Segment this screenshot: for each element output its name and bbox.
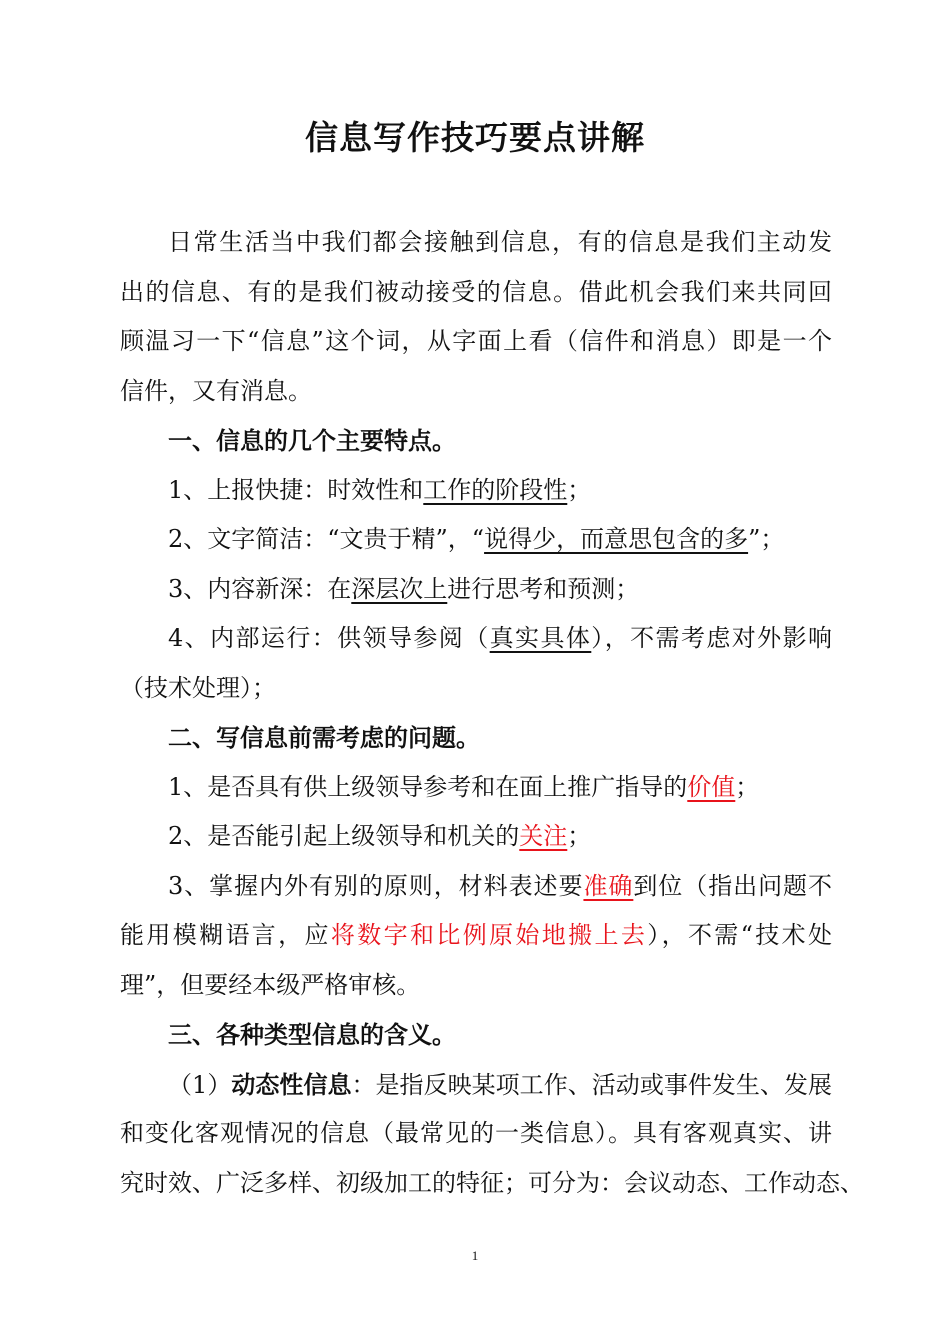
document-body — [120, 218, 864, 1208]
underlined-text: 工作的阶段性 — [423, 475, 568, 504]
item-text: 进行思考和预测； — [447, 574, 640, 603]
highlighted-text: 关注 — [519, 822, 568, 850]
item-text: 1、上报快捷：时效性和 — [168, 475, 424, 504]
underlined-text: 深层次上 — [351, 574, 448, 603]
section3-item-1-line-3: 究时效、广泛多样、初级加工的特征；可分为：会议动态、工作动态、 — [120, 1168, 864, 1197]
item-text: 3、掌握内外有别的原则，材料表述要 — [168, 871, 584, 900]
highlighted-text: 价值 — [687, 772, 736, 801]
section2-heading: 二、写信息前需考虑的问题。 — [168, 723, 480, 752]
section2-item-3-line-3: 理”，但要经本级严格审核。 — [120, 970, 421, 999]
intro-line-4: 信件，又有消息。 — [120, 376, 312, 405]
section3-heading: 三、各种类型信息的含义。 — [168, 1020, 456, 1049]
item-text: 2、文字简洁：“文贵于精”，“ — [168, 525, 485, 553]
item-text: 2、是否能引起上级领导和机关的 — [168, 822, 520, 850]
section1-item-2 — [120, 515, 832, 565]
section2-item-3-line-2 — [120, 911, 832, 961]
section1-item-4-continued: （技术处理）； — [120, 673, 276, 702]
item-text: 能用模糊语言，应 — [120, 921, 331, 949]
section3-item-1 — [120, 1060, 832, 1110]
underlined-text: 说得少，而意思包含的多 — [484, 525, 749, 553]
intro-line-1: 日常生活当中我们都会接触到信息，有的信息是我们主动发 — [168, 228, 832, 256]
item-prefix: （1） — [168, 1070, 232, 1099]
section2-item-2 — [120, 812, 832, 862]
item-text: ”； — [748, 525, 785, 553]
term-text: 动态性信息 — [231, 1069, 352, 1099]
document-title: 信息写作技巧要点讲解 — [305, 118, 645, 157]
item-text: ：是指反映某项工作、活动或事件发生、发展 — [351, 1070, 833, 1099]
item-text: ； — [735, 772, 760, 801]
item-text: ），不需“技术处 — [647, 921, 833, 949]
item-text: 4、内部运行：供领导参阅（ — [168, 624, 490, 652]
item-text: ），不需考虑对外影响 — [591, 624, 833, 652]
underlined-text: 真实具体 — [489, 624, 592, 652]
intro-line-2: 出的信息、有的是我们被动接受的信息。借此机会我们来共同回 — [120, 277, 832, 306]
intro-line-3: 顾温习一下“信息”这个词，从字面上看（信件和消息）即是一个 — [120, 327, 832, 355]
item-text: 1、是否具有供上级领导参考和在面上推广指导的 — [168, 772, 688, 801]
section1-item-4 — [120, 614, 832, 664]
item-text: 3、内容新深：在 — [168, 574, 352, 603]
item-text: ； — [567, 475, 592, 504]
section1-heading: 一、信息的几个主要特点。 — [168, 426, 456, 455]
section2-item-1 — [120, 763, 832, 813]
item-text: 到位（指出问题不 — [633, 871, 832, 900]
highlighted-text: 将数字和比例原始地搬上去 — [330, 921, 648, 949]
highlighted-text: 准确 — [583, 871, 634, 900]
section1-item-3 — [120, 565, 832, 615]
page-number: 1 — [471, 1248, 479, 1263]
item-text: ； — [567, 822, 592, 850]
section3-item-1-line-2: 和变化客观情况的信息（最常见的一类信息）。具有客观真实、讲 — [120, 1119, 832, 1147]
section2-item-3 — [120, 862, 832, 912]
section1-item-1 — [120, 466, 832, 516]
